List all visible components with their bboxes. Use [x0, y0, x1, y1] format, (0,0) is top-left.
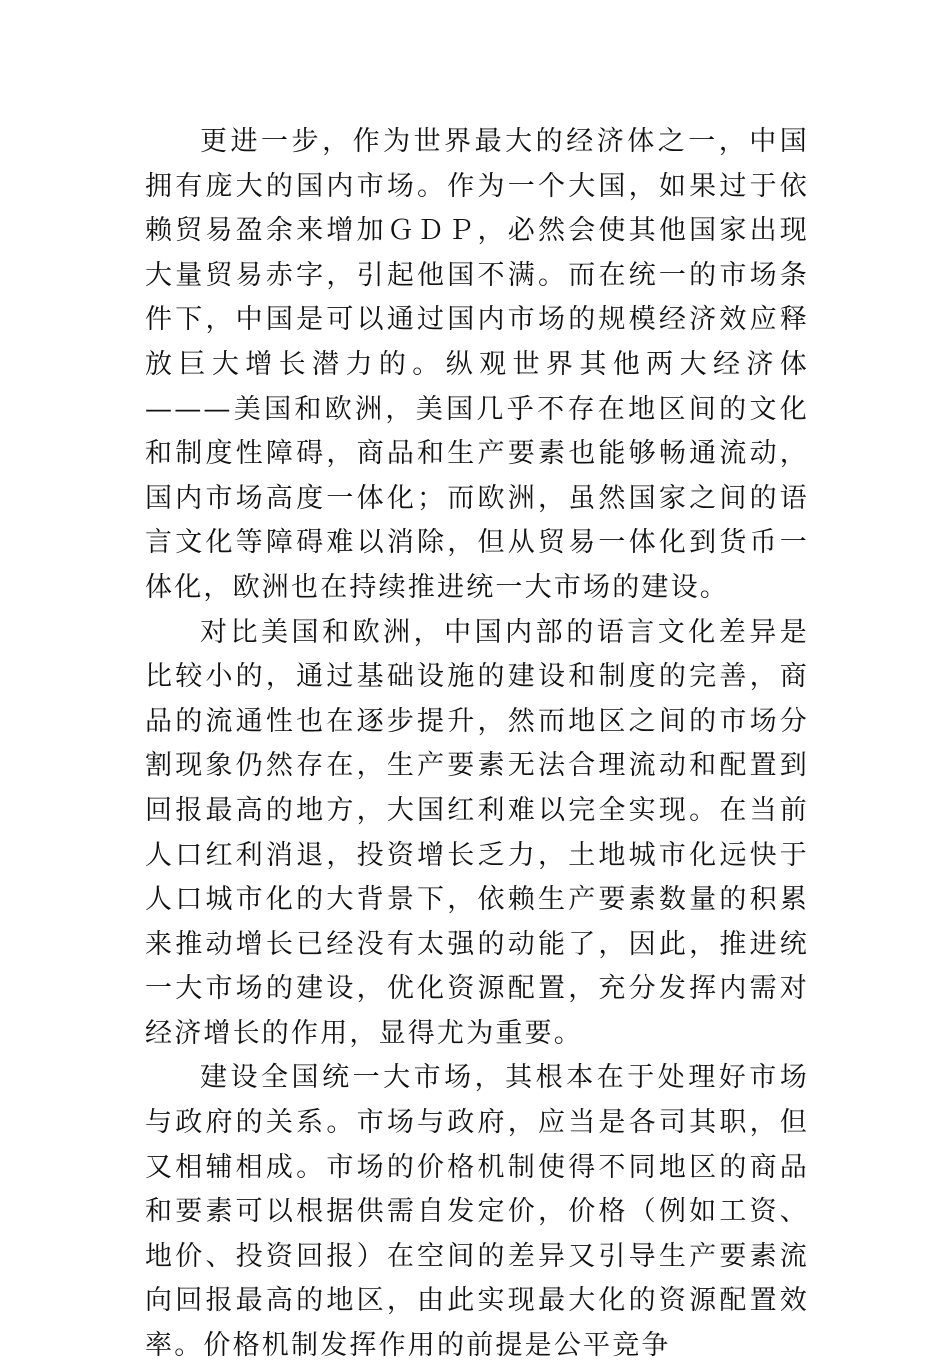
document-body	[145, 120, 809, 1369]
paragraph-1: 更进一步，作为世界最大的经济体之一，中国拥有庞大的国内市场。作为一个大国，如果过于依赖贸易盈余来增加ＧＤＰ，必然会使其他国家出现大量贸易赤字，引起他国不满。而在统一的市场条件下，中国是可以通过国内市场的规模经济效应释放巨大增长潜力的。纵观世界其他两大经济体———美国和欧洲，美国几乎不存在地区间的文化和制度性障碍，商品和生产要素也能够畅通流动，国内市场高度一体化；而欧洲，虽然国家之间的语言文化等障碍难以消除，但从贸易一体化到货币一体化，欧洲也在持续推进统一大市场的建设。	[145, 126, 809, 603]
paragraph-3: 建设全国统一大市场，其根本在于处理好市场与政府的关系。市场与政府，应当是各司其职，但又相辅相成。市场的价格机制使得不同地区的商品和要素可以根据供需自发定价，价格（例如工资、地价、投资回报）在空间的差异又引导生产要素流向回报最高的地区，由此实现最大化的资源配置效率。价格机制发挥作用的前提是公平竞争	[145, 1062, 809, 1362]
paragraph-2: 对比美国和欧洲，中国内部的语言文化差异是比较小的，通过基础设施的建设和制度的完善，商品的流通性也在逐步提升，然而地区之间的市场分割现象仍然存在，生产要素无法合理流动和配置到回报最高的地方，大国红利难以完全实现。在当前人口红利消退，投资增长乏力，土地城市化远快于人口城市化的大背景下，依赖生产要素数量的积累来推动增长已经没有太强的动能了，因此，推进统一大市场的建设，优化资源配置，充分发挥内需对经济增长的作用，显得尤为重要。	[145, 616, 809, 1049]
